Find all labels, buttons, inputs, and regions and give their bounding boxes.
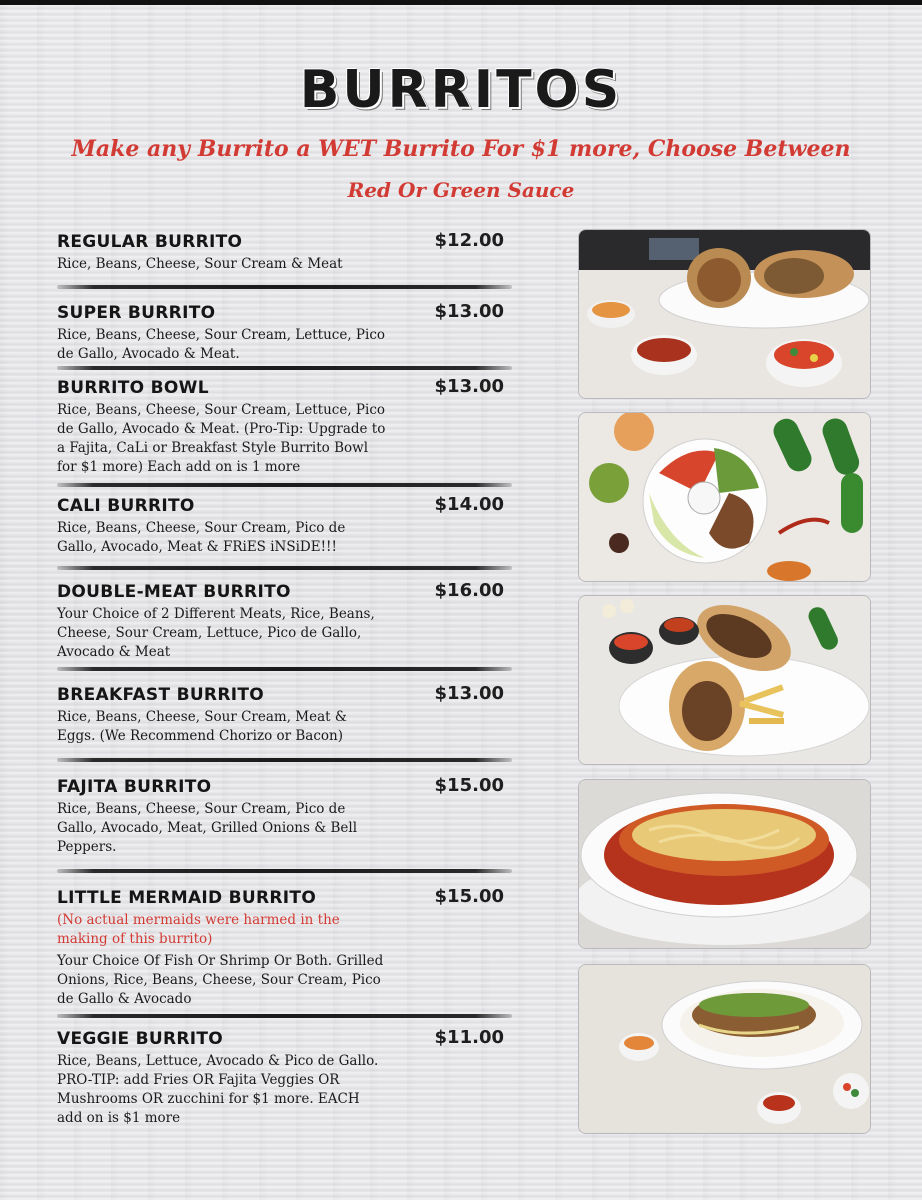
divider <box>57 667 512 671</box>
menu-item-fajita-burrito <box>57 777 512 857</box>
divider <box>57 1014 512 1018</box>
item-name: DOUBLE-MEAT BURRITO <box>57 582 291 602</box>
item-description: Rice, Beans, Cheese, Sour Cream, Pico de Gallo, Avocado, Meat, Grilled Onions & Bell Peppers. <box>57 801 358 855</box>
item-price: $15.00 <box>434 775 504 796</box>
menu-item-veggie-burrito <box>57 1029 512 1128</box>
item-description: Rice, Beans, Lettuce, Avocado & Pico de Gallo. PRO-TIP: add Fries OR Fajita Veggies OR Mushrooms OR zucchini for $1 more. EACH add on is $1 more <box>57 1053 379 1126</box>
item-name: CALI BURRITO <box>57 496 195 516</box>
menu-item-regular-burrito <box>57 232 512 274</box>
page-title: BURRITOS <box>299 60 623 120</box>
photo-regular-burrito <box>578 229 871 399</box>
item-description: Rice, Beans, Cheese, Sour Cream & Meat <box>57 256 343 272</box>
item-description: Your Choice Of Fish Or Shrimp Or Both. Grilled Onions, Rice, Beans, Cheese, Sour Cream, Pico de Gallo & Avocado <box>57 953 384 1007</box>
divider <box>57 758 512 762</box>
item-price: $14.00 <box>434 494 504 515</box>
item-name: BURRITO BOWL <box>57 378 209 398</box>
divider <box>57 285 512 289</box>
divider <box>57 566 512 570</box>
item-price: $13.00 <box>434 376 504 397</box>
item-name: REGULAR BURRITO <box>57 232 243 252</box>
photo-cali-burrito <box>578 595 871 765</box>
item-price: $13.00 <box>434 683 504 704</box>
menu-item-super-burrito <box>57 303 512 364</box>
divider <box>57 483 512 487</box>
photo-burrito-bowl <box>578 412 871 582</box>
item-description: Rice, Beans, Cheese, Sour Cream, Meat & Eggs. (We Recommend Chorizo or Bacon) <box>57 709 347 744</box>
item-note: (No actual mermaids were harmed in the making of this burrito) <box>57 912 340 947</box>
item-price: $16.00 <box>434 580 504 601</box>
menu-item-breakfast-burrito <box>57 685 512 746</box>
sauce-choice-note: Red Or Green Sauce <box>347 178 575 202</box>
item-name: SUPER BURRITO <box>57 303 216 323</box>
item-price: $15.00 <box>434 886 504 907</box>
divider <box>57 869 512 873</box>
item-name: VEGGIE BURRITO <box>57 1029 224 1049</box>
top-bar <box>0 0 922 5</box>
item-price: $11.00 <box>434 1027 504 1048</box>
item-description: Rice, Beans, Cheese, Sour Cream, Lettuce, Pico de Gallo, Avocado & Meat. (Pro-Tip: Upgrade to a Fajita, CaLi or Breakfast Style Burrito Bowl for $1 more) Each add on is 1 more <box>57 402 386 475</box>
divider <box>57 366 512 370</box>
item-name: FAJITA BURRITO <box>57 777 212 797</box>
wet-burrito-note: Make any Burrito a WET Burrito For $1 more, Choose Between <box>71 136 851 162</box>
item-price: $13.00 <box>434 301 504 322</box>
menu-item-little-mermaid-burrito <box>57 888 512 1009</box>
item-description: Rice, Beans, Cheese, Sour Cream, Pico de Gallo, Avocado, Meat & FRiES iNSiDE!!! <box>57 520 346 555</box>
item-price: $12.00 <box>434 230 504 251</box>
photo-wet-green-burrito <box>578 964 871 1134</box>
item-name: BREAKFAST BURRITO <box>57 685 264 705</box>
item-name: LITTLE MERMAID BURRITO <box>57 888 317 908</box>
menu-item-double-meat-burrito <box>57 582 512 662</box>
item-description: Rice, Beans, Cheese, Sour Cream, Lettuce, Pico de Gallo, Avocado & Meat. <box>57 327 386 362</box>
menu-item-burrito-bowl <box>57 378 512 477</box>
item-description: Your Choice of 2 Different Meats, Rice, Beans, Cheese, Sour Cream, Lettuce, Pico de Gallo, Avocado & Meat <box>57 606 375 660</box>
menu-item-cali-burrito <box>57 496 512 557</box>
photo-wet-red-burrito <box>578 779 871 949</box>
